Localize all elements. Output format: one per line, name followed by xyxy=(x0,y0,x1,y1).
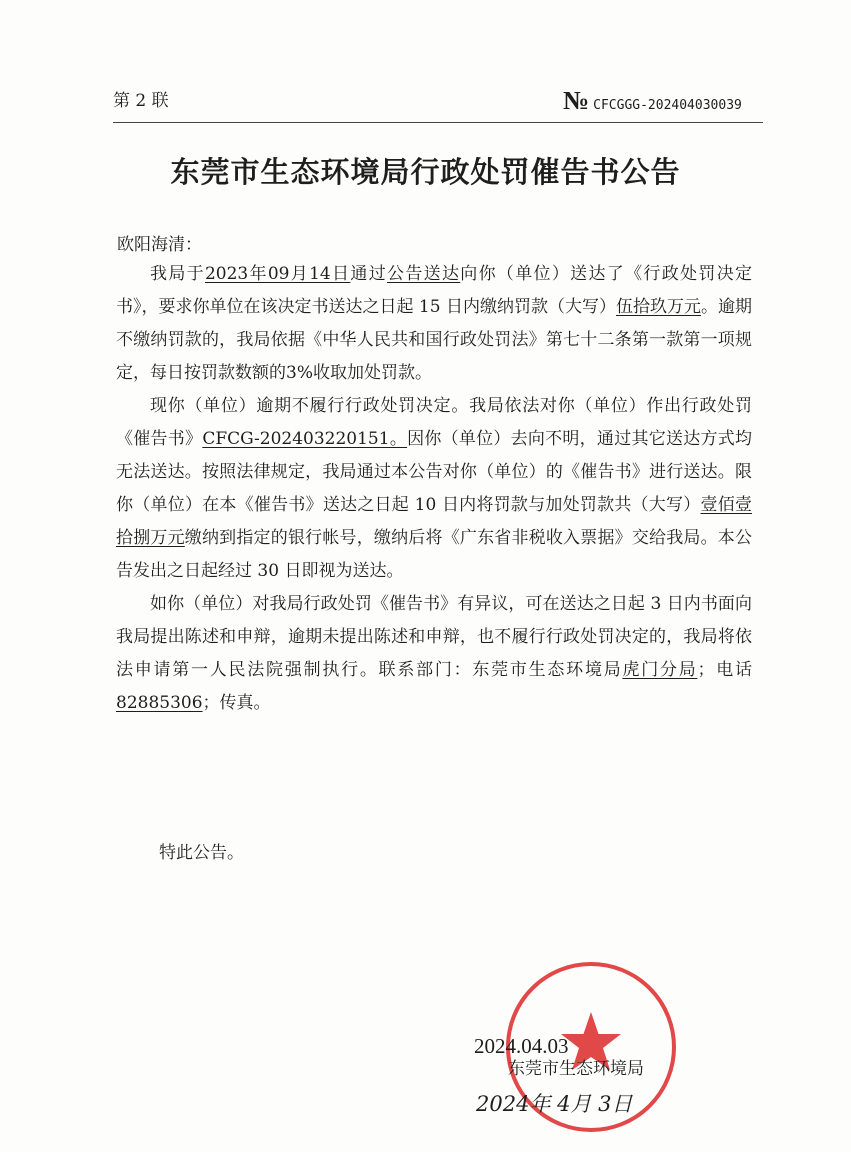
p2-text-c: 缴纳到指定的银行帐号，缴纳后将《广东省非税收入票据》交给我局。本公告发出之日起经过 30 日即视为送达。 xyxy=(116,528,753,581)
closing-line: 特此公告。 xyxy=(159,843,244,863)
paragraph-1 xyxy=(116,258,752,390)
signing-organization: 东莞市生态环境局 xyxy=(508,1059,644,1079)
contact-phone: 82885306 xyxy=(116,693,203,713)
paragraph-3 xyxy=(116,588,752,720)
p3-text-b: ；电话 xyxy=(697,660,752,680)
p3-text-c: ；传真。 xyxy=(202,693,271,713)
p1-text-c: 向你（单位）送达了《行政处罚决定书》，要求你单位在该决定书送达之日起 15 日内缴纳罚款（大写） xyxy=(116,264,753,317)
serial-number-code: CFCGGG-202404030039 xyxy=(593,98,742,113)
printed-date: 2024.04.03 xyxy=(474,1034,569,1058)
p1-text-b: 通过 xyxy=(350,264,388,284)
header-divider xyxy=(113,122,763,123)
paragraph-2 xyxy=(116,390,752,588)
contact-department: 虎门分局 xyxy=(622,660,698,680)
notice-code: CFCG-202403220151。 xyxy=(202,429,408,449)
handwritten-date: 2024年 4月 3日 xyxy=(476,1092,633,1116)
notice-body xyxy=(116,258,752,720)
p2-text-b: 因你（单位）去向不明，通过其它送达方式均无法送达。按照法律规定，我局通过本公告对你（单位）的《催告书》进行送达。限你（单位）在本《催告书》送达之日起 10 日内将罚款与加处罚款共（大写） xyxy=(116,429,753,515)
service-method: 公告送达 xyxy=(387,264,461,284)
p1-text-d: 。逾期不缴纳罚款的，我局依据《中华人民共和国行政处罚法》第七十二条第一款第一项规定，每日按罚款数额的3%收取加处罚款。 xyxy=(116,297,753,383)
p2-text-a: 现你（单位）逾期不履行行政处罚决定。我局依法对你（单位）作出行政处罚《催告书》 xyxy=(116,396,752,449)
serial-number xyxy=(563,86,742,126)
copy-label: 第 2 联 xyxy=(113,91,169,111)
service-date: 2023年09月14日 xyxy=(204,264,351,284)
recipient-name: 欧阳海清： xyxy=(117,235,202,255)
serial-number-symbol: № xyxy=(563,86,590,115)
fine-amount: 伍拾玖万元 xyxy=(615,297,701,317)
p3-text-a: 如你（单位）对我局行政处罚《催告书》有异议，可在送达之日起 3 日内书面向我局提出陈述和申辩，逾期未提出陈述和申辩，也不履行行政处罚决定的，我局将依法申请第一人民法院强制执行。联系部门：东莞市生态环境局 xyxy=(116,594,752,680)
total-amount: 壹佰壹拾捌万元 xyxy=(116,495,752,548)
document-title: 东莞市生态环境局行政处罚催告书公告 xyxy=(170,155,681,189)
p1-text-a: 我局于 xyxy=(150,264,205,284)
